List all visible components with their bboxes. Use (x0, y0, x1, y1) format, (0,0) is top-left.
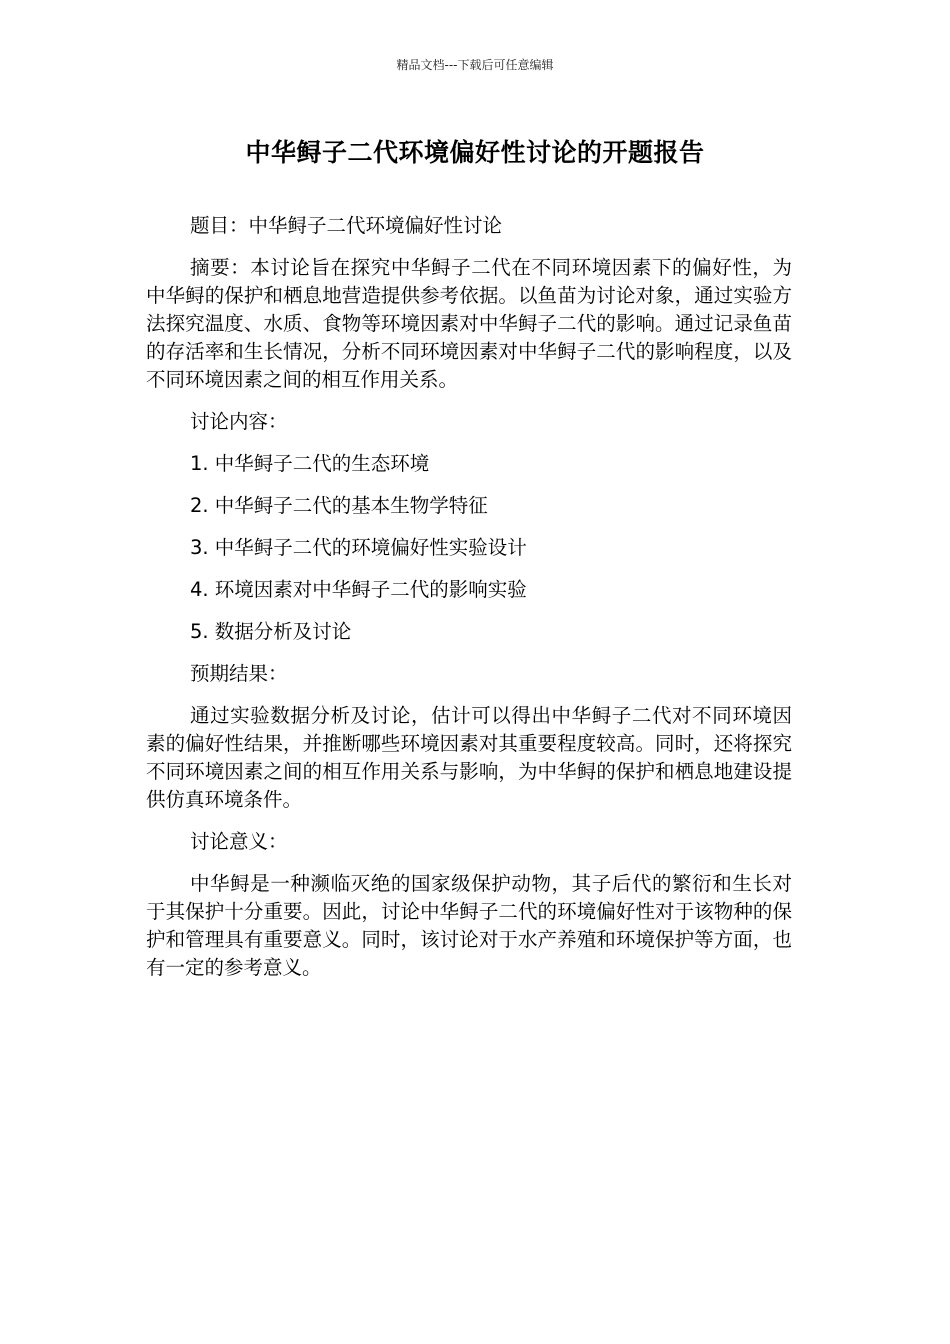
content-item-5: 5. 数据分析及讨论 (190, 620, 352, 643)
content-item-4: 4. 环境因素对中华鲟子二代的影响实验 (190, 578, 527, 601)
header-note: 精品文档---下载后可任意编辑 (396, 58, 554, 72)
topic-line: 题目：中华鲟子二代环境偏好性讨论 (190, 214, 503, 237)
content-item-2: 2. 中华鲟子二代的基本生物学特征 (190, 494, 488, 517)
content-heading: 讨论内容： (190, 410, 288, 433)
significance-paragraph: 中华鲟是一种濒临灭绝的国家级保护动物，其子后代的繁衍和生长对于其保护十分重要。因此，讨论中华鲟子二代的环境偏好性对于该物种的保护和管理具有重要意义。同时，该讨论对于水产养殖和环境保护等方面，也有一定的参考意义。 (146, 872, 792, 979)
content-item-1: 1. 中华鲟子二代的生态环境 (190, 452, 430, 475)
document-body (146, 212, 792, 996)
abstract-paragraph: 摘要：本讨论旨在探究中华鲟子二代在不同环境因素下的偏好性，为中华鲟的保护和栖息地营造提供参考依据。以鱼苗为讨论对象，通过实验方法探究温度、水质、食物等环境因素对中华鲟子二代的影响。通过记录鱼苗的存活率和生长情况，分析不同环境因素对中华鲟子二代的影响程度，以及不同环境因素之间的相互作用关系。 (146, 256, 792, 391)
results-paragraph: 通过实验数据分析及讨论，估计可以得出中华鲟子二代对不同环境因素的偏好性结果，并推断哪些环境因素对其重要程度较高。同时，还将探究不同环境因素之间的相互作用关系与影响，为中华鲟的保护和栖息地建设提供仿真环境条件。 (146, 704, 792, 811)
document-title: 中华鲟子二代环境偏好性讨论的开题报告 (245, 138, 705, 167)
significance-heading: 讨论意义： (190, 830, 288, 853)
results-heading: 预期结果： (190, 662, 288, 685)
content-item-3: 3. 中华鲟子二代的环境偏好性实验设计 (190, 536, 527, 559)
